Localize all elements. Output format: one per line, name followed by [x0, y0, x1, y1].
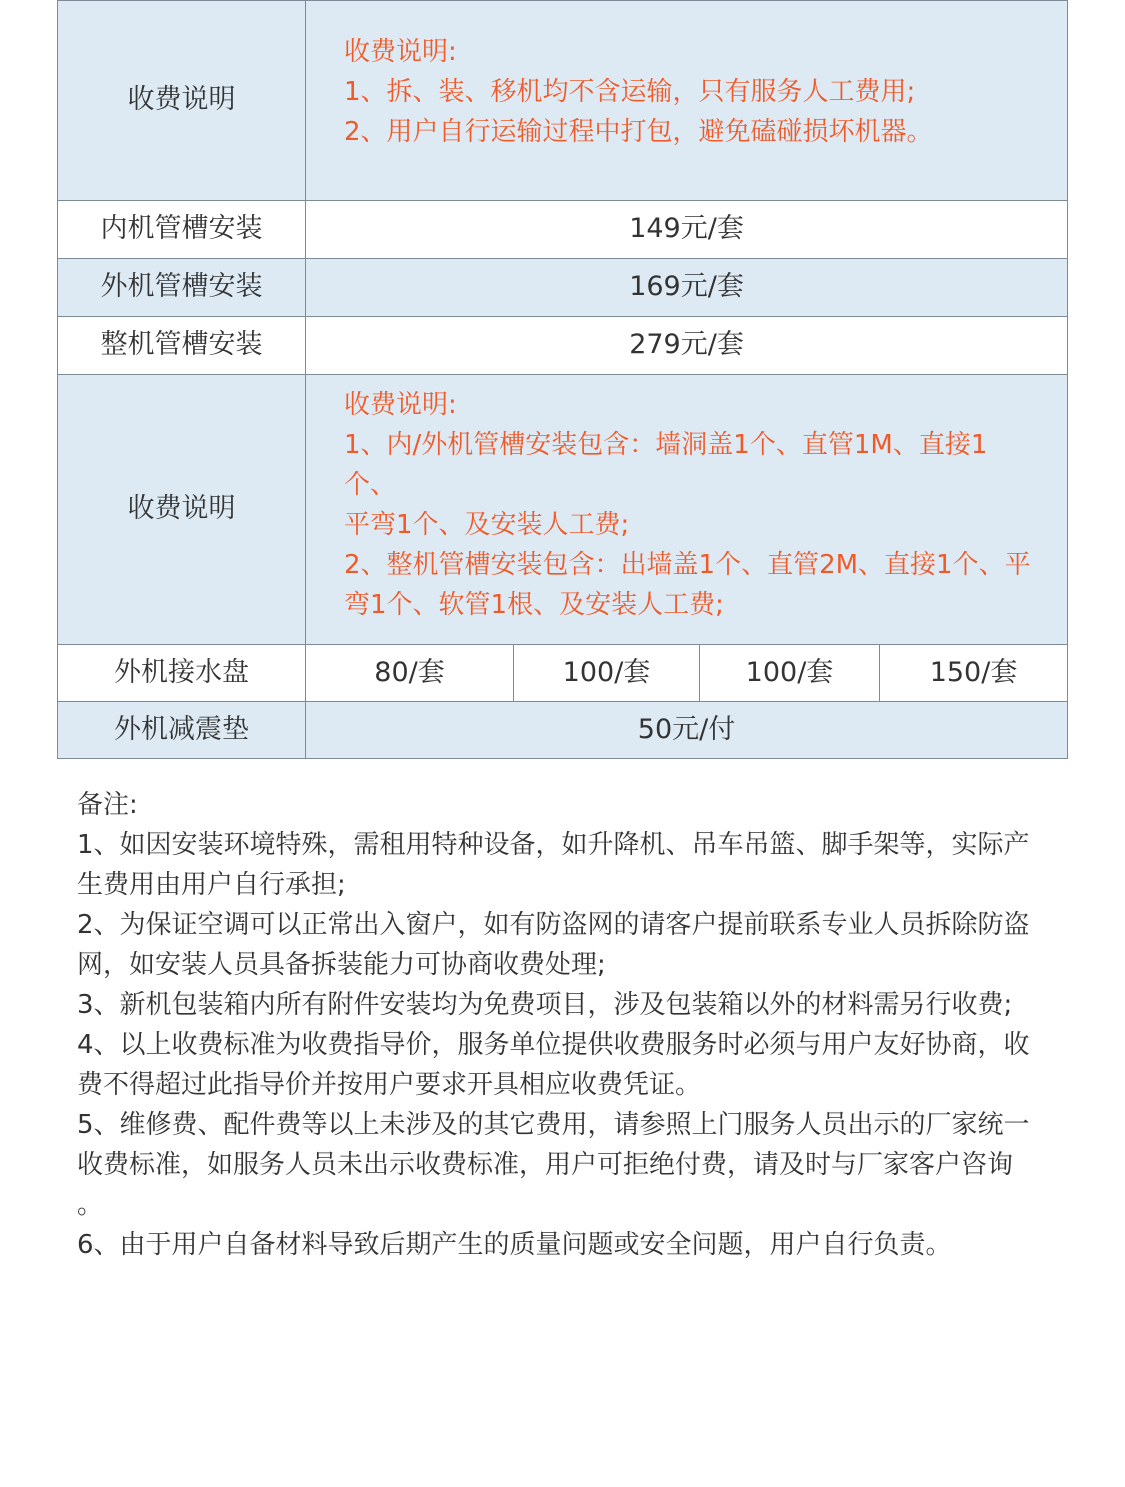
note-line: 2、用户自行运输过程中打包，避免磕碰损坏机器。 [344, 116, 933, 147]
remarks-line: 生费用由用户自行承担; [77, 870, 346, 900]
remarks-line: 6、由于用户自备材料导致后期产生的质量问题或安全问题，用户自行负责。 [77, 1230, 952, 1260]
row-value: 100/套 [514, 645, 700, 702]
remarks-line: 费不得超过此指导价并按用户要求开具相应收费凭证。 [77, 1070, 702, 1100]
note-line: 弯1个、软管1根、及安装人工费; [344, 589, 724, 620]
price-table [57, 0, 1068, 759]
remarks-line: 4、以上收费标准为收费指导价，服务单位提供收费服务时必须与用户友好协商，收 [77, 1030, 1030, 1060]
row-label: 整机管槽安装 [58, 317, 306, 375]
table-row [58, 259, 1068, 317]
note-line: 1、内/外机管槽安装包含：墙洞盖1个、直管1M、直接1个、 [344, 429, 988, 500]
note-line: 平弯1个、及安装人工费; [344, 509, 630, 540]
remarks-line: 。 [77, 1190, 104, 1220]
remarks-line: 备注: [77, 790, 138, 820]
note-label-1: 收费说明 [58, 1, 306, 201]
remarks-line: 网，如安装人员具备拆装能力可协商收费处理; [77, 950, 606, 980]
row-value: 169元/套 [306, 259, 1068, 317]
note-label-2: 收费说明 [58, 375, 306, 645]
note-line: 2、整机管槽安装包含：出墙盖1个、直管2M、直接1个、平 [344, 549, 1031, 580]
row-label: 外机接水盘 [58, 645, 306, 702]
row-value: 80/套 [306, 645, 514, 702]
shock-pad-row [58, 702, 1068, 759]
remarks-line: 5、维修费、配件费等以上未涉及的其它费用，请参照上门服务人员出示的厂家统一 [77, 1110, 1030, 1140]
row-label: 外机减震垫 [58, 702, 306, 759]
row-value: 150/套 [880, 645, 1068, 702]
remarks-line: 收费标准，如服务人员未出示收费标准，用户可拒绝付费，请及时与厂家客户咨询 [77, 1150, 1014, 1180]
row-value: 100/套 [700, 645, 880, 702]
note-line: 收费说明: [344, 36, 457, 67]
note-line: 收费说明: [344, 389, 457, 420]
row-value: 149元/套 [306, 201, 1068, 259]
row-value: 50元/付 [306, 702, 1068, 759]
note-content-1 [306, 1, 1068, 201]
table-row [58, 201, 1068, 259]
remarks-line: 2、为保证空调可以正常出入窗户，如有防盗网的请客户提前联系专业人员拆除防盗 [77, 910, 1030, 940]
remarks-line: 3、新机包装箱内所有附件安装均为免费项目，涉及包装箱以外的材料需另行收费; [77, 990, 1013, 1020]
row-value: 279元/套 [306, 317, 1068, 375]
row-label: 外机管槽安装 [58, 259, 306, 317]
note-row-1 [58, 1, 1068, 201]
row-label: 内机管槽安装 [58, 201, 306, 259]
table-row [58, 317, 1068, 375]
note-line: 1、拆、装、移机均不含运输，只有服务人工费用; [344, 76, 916, 107]
remarks-line: 1、如因安装环境特殊，需租用特种设备，如升降机、吊车吊篮、脚手架等，实际产 [77, 830, 1030, 860]
remarks-section [77, 785, 1042, 1265]
drain-tray-row [58, 645, 1068, 702]
note-content-2 [306, 375, 1068, 645]
note-row-2 [58, 375, 1068, 645]
